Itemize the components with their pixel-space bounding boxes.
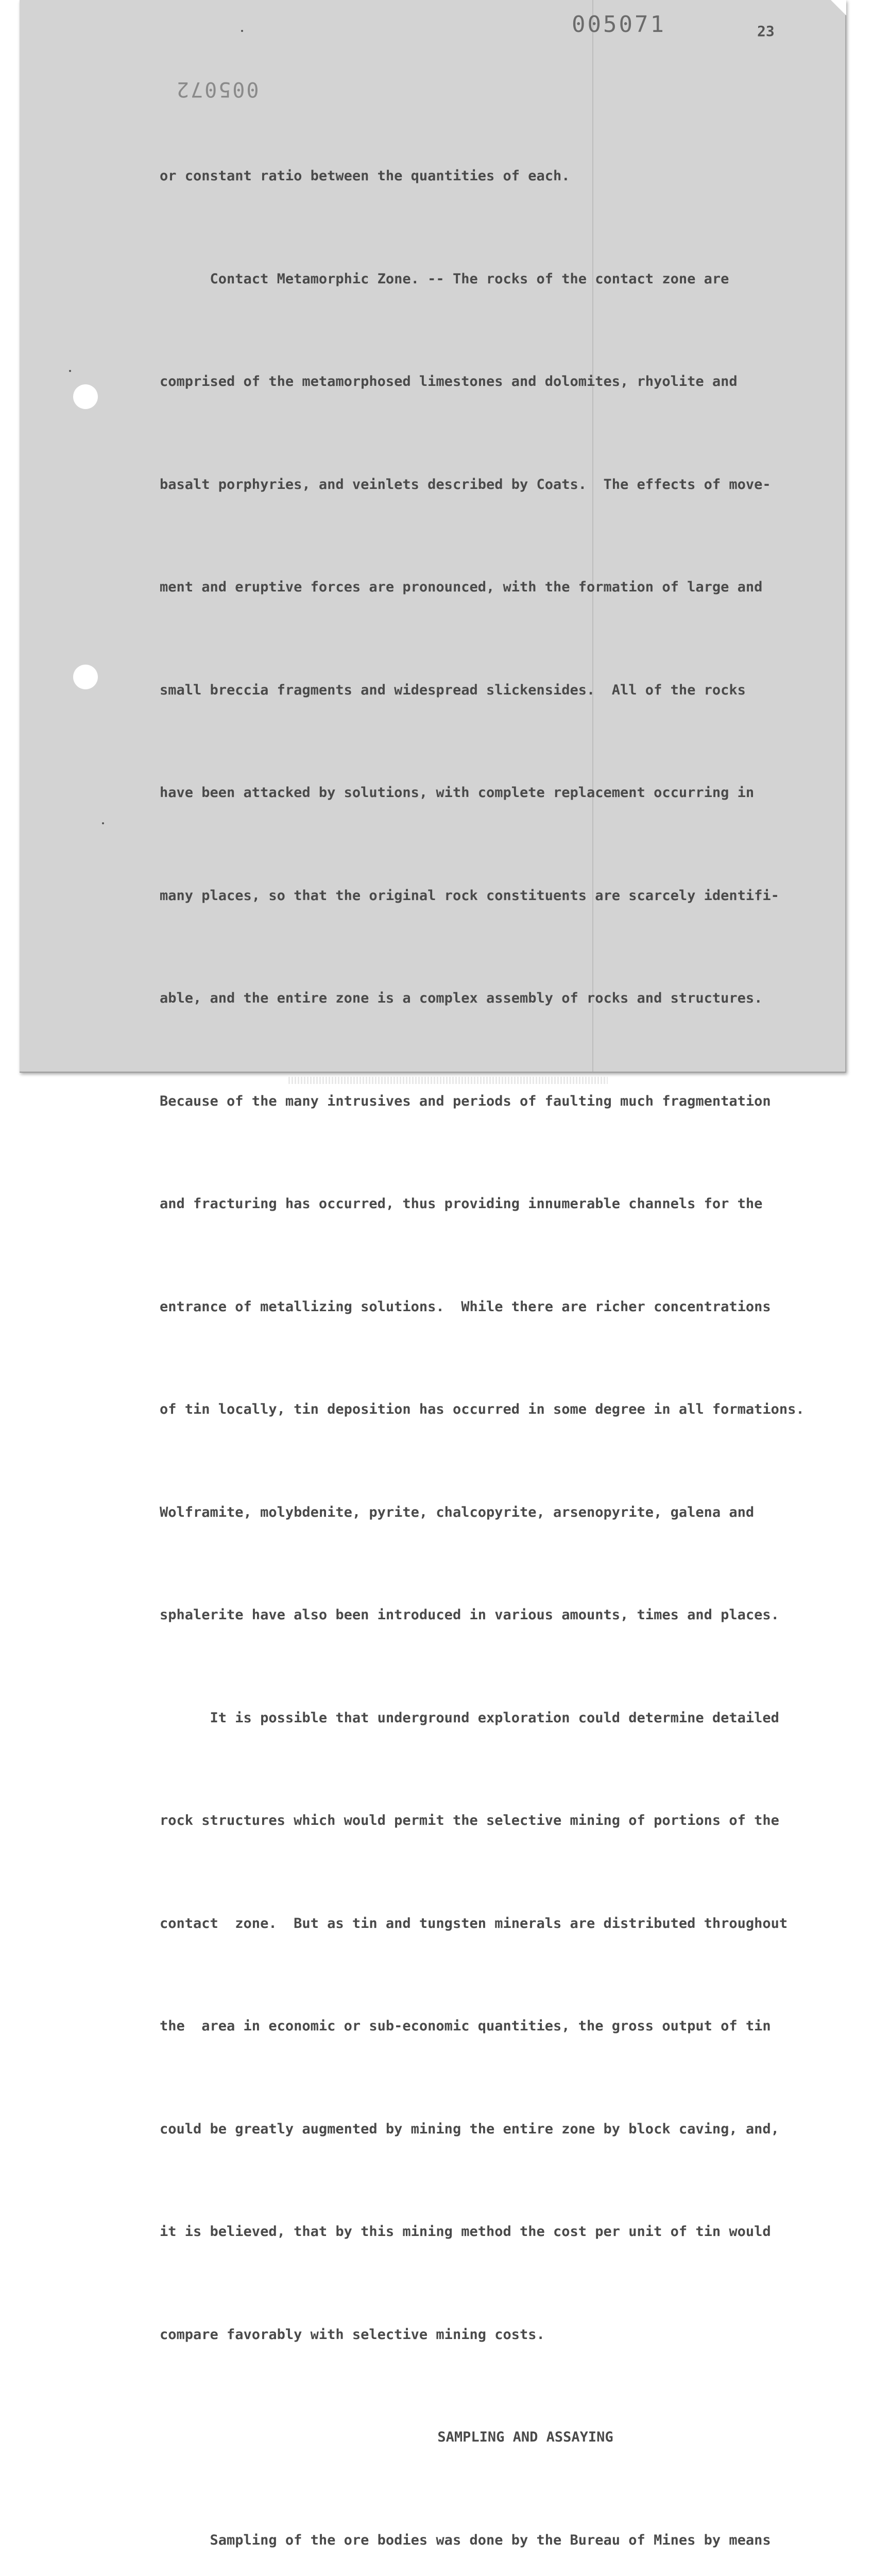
folded-corner [831,0,846,15]
mirrored-number-stamp: 005072 [175,77,259,101]
section-heading: SAMPLING AND ASSAYING [437,2429,613,2445]
text-line: sphalerite have also been introduced in various amounts, times and places. [160,1607,779,1623]
text-line: Because of the many intrusives and periods of faulting much fragmentation [160,1093,771,1109]
text-line: small breccia fragments and widespread slickensides. All of the rocks [160,682,746,698]
text-line: Contact Metamorphic Zone. -- The rocks of the contact zone are [160,270,729,287]
text-line: Sampling of the ore bodies was done by the Bureau of Mines by means [160,2532,771,2548]
text-line: basalt porphyries, and veinlets described by Coats. The effects of move- [160,476,771,493]
text-line: able, and the entire zone is a complex assembly of rocks and structures. [160,990,763,1006]
text-line: and fracturing has occurred, thus providing innumerable channels for the [160,1196,763,1212]
text-line: rock structures which would permit the selective mining of portions of the [160,1812,779,1828]
speck-mark [102,822,104,824]
text-line: comprised of the metamorphosed limestones and dolomites, rhyolite and [160,374,738,389]
punch-hole-lower [73,665,98,689]
speck-mark [241,30,243,32]
text-line: compare favorably with selective mining costs. [160,2326,545,2343]
text-line: or constant ratio between the quantities of each. [160,168,570,184]
document-number-stamp: 005071 [572,11,666,38]
text-line: have been attacked by solutions, with complete replacement occurring in [160,785,755,801]
text-line: could be greatly augmented by mining the entire zone by block caving, and, [160,2121,779,2137]
text-line: of tin locally, tin deposition has occurred in some degree in all formations. [160,1401,805,1417]
text-line: It is possible that underground exploration could determine detailed [160,1709,779,1726]
scan-edge-artifact [288,1077,608,1084]
text-line: it is believed, that by this mining method the cost per unit of tin would [160,2224,771,2240]
text-line: entrance of metallizing solutions. While there are richer concentrations [160,1298,771,1315]
punch-hole-upper [73,384,98,409]
page-number: 23 [757,23,775,40]
typed-text-body [160,91,824,2576]
speck-mark [69,370,71,372]
text-line: the area in economic or sub-economic quantities, the gross output of tin [160,2018,771,2034]
text-line: contact zone. But as tin and tungsten minerals are distributed throughout [160,1915,788,1931]
text-line: Wolframite, molybdenite, pyrite, chalcopyrite, arsenopyrite, galena and [160,1504,755,1520]
text-line: many places, so that the original rock constituents are scarcely identifi- [160,887,779,904]
text-line: ment and eruptive forces are pronounced, with the formation of large and [160,579,763,595]
